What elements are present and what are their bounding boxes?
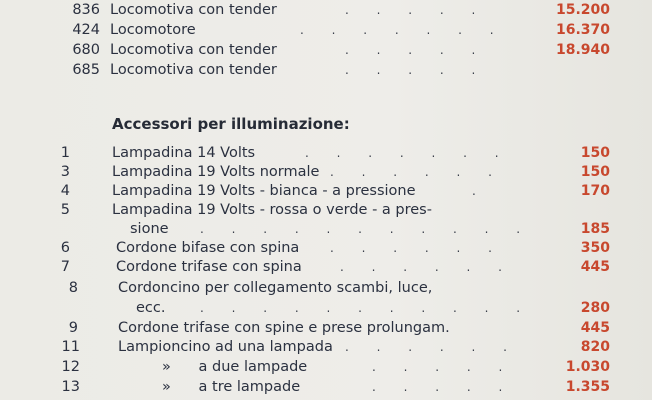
item-price: 185	[580, 221, 610, 237]
item-description: Lampadina 19 Volts - rossa o verde - a pres-	[112, 202, 432, 218]
item-description: Lampioncino ad una lampada	[118, 339, 333, 355]
item-code: 3	[60, 164, 70, 180]
leader-dots: . . . . .	[345, 3, 488, 17]
item-description: Lampadina 14 Volts	[112, 145, 256, 161]
item-price: 1.030	[565, 359, 610, 375]
item-code: 6	[60, 240, 70, 256]
item-price: 18.940	[555, 42, 610, 58]
list-item	[0, 377, 652, 397]
list-item	[0, 238, 652, 258]
list-item	[0, 298, 652, 318]
item-code: 4	[60, 183, 70, 199]
leader-dots: . . . . .	[372, 380, 515, 394]
item-description: Lampadina 19 Volts - bianca - a pressione	[112, 183, 416, 199]
item-price: 445	[580, 259, 610, 275]
item-code: 11	[61, 339, 80, 355]
item-code: 12	[61, 359, 80, 375]
item-code: 8	[68, 280, 78, 296]
item-description: » a tre lampade	[162, 379, 301, 395]
item-description: Lampadina 19 Volts normale	[112, 164, 320, 180]
list-item	[0, 0, 652, 20]
leader-dots: . . . . . .	[330, 241, 504, 255]
item-description: ecc.	[136, 300, 166, 316]
leader-dots: . . . . .	[345, 43, 488, 57]
list-item	[0, 40, 652, 60]
item-price: 150	[580, 145, 610, 161]
item-price: 15.200	[555, 2, 610, 18]
list-item	[0, 257, 652, 277]
list-item	[0, 337, 652, 357]
list-item	[0, 20, 652, 40]
item-price: 820	[580, 339, 610, 355]
list-item	[0, 278, 652, 298]
item-description: Locomotore	[110, 22, 196, 38]
list-item	[0, 357, 652, 377]
leader-dots: . . . . .	[372, 360, 515, 374]
list-item	[0, 60, 652, 80]
leader-dots: . . . . .	[345, 63, 488, 77]
list-item	[0, 219, 652, 239]
item-price: 350	[580, 240, 610, 256]
item-description: sione	[130, 221, 169, 237]
list-item	[0, 181, 652, 201]
item-code: 13	[61, 379, 80, 395]
item-code: 5	[60, 202, 70, 218]
item-price: 1.355	[565, 379, 610, 395]
list-item	[0, 318, 652, 338]
item-description: Cordoncino per collegamento scambi, luce,	[118, 280, 433, 296]
item-description: » a due lampade	[162, 359, 308, 375]
item-code: 424	[72, 22, 100, 38]
item-price: 16.370	[555, 22, 610, 38]
item-price: 445	[580, 320, 610, 336]
leader-dots: . . . . . . .	[305, 146, 511, 160]
leader-dots: . . . . . .	[345, 340, 519, 354]
item-price: 170	[580, 183, 610, 199]
leader-dots: . . . . . . . . . . .	[200, 301, 533, 315]
item-description: Locomotiva con tender	[110, 2, 277, 18]
leader-dots: . . . . . .	[330, 165, 504, 179]
leader-dots: . . . . . . . . . . .	[200, 222, 533, 236]
item-description: Cordone trifase con spine e prese prolungam.	[118, 320, 450, 336]
list-item	[0, 143, 652, 163]
item-price: 150	[580, 164, 610, 180]
item-description: Locomotiva con tender	[110, 42, 277, 58]
list-item	[0, 200, 652, 220]
item-code: 685	[72, 62, 100, 78]
item-code: 1	[60, 145, 70, 161]
leader-dots: . . . . . .	[340, 260, 514, 274]
item-code: 7	[60, 259, 70, 275]
section-heading: Accessori per illuminazione:	[112, 115, 350, 133]
item-description: Cordone bifase con spina	[116, 240, 300, 256]
item-code: 836	[72, 2, 100, 18]
item-price: 280	[580, 300, 610, 316]
leader-dots: .	[472, 184, 488, 198]
item-code: 9	[68, 320, 78, 336]
item-description: Cordone trifase con spina	[116, 259, 302, 275]
list-item	[0, 162, 652, 182]
item-description: Locomotiva con tender	[110, 62, 277, 78]
leader-dots: . . . . . . .	[300, 23, 506, 37]
item-code: 680	[72, 42, 100, 58]
